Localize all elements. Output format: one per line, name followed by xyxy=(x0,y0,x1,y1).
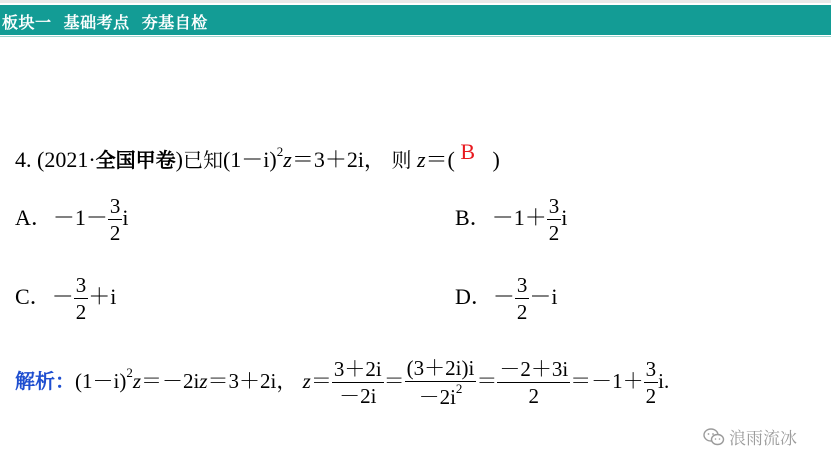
solution-label: 解析： xyxy=(15,368,75,393)
option-fraction xyxy=(547,196,562,244)
section-title: 板块一 基础考点 夯基自检 xyxy=(2,13,208,32)
option-post: i xyxy=(122,205,129,231)
fraction-denominator: 2 xyxy=(548,221,560,245)
option-pre: － xyxy=(51,284,74,310)
option-label: C． xyxy=(15,284,52,310)
option-c xyxy=(15,275,116,323)
option-label: A． xyxy=(15,205,53,231)
sol-part1: (1－i) xyxy=(75,368,127,393)
fraction-denominator: 2 xyxy=(75,300,87,324)
option-a xyxy=(15,196,129,244)
expr-rhs: ＝3＋2i， xyxy=(291,147,386,172)
watermark xyxy=(703,424,797,449)
section-header-bar xyxy=(0,5,831,35)
fraction-denominator: 2 xyxy=(528,384,539,408)
ask-variable: z xyxy=(416,147,426,172)
option-post: －i xyxy=(529,284,558,310)
question-number: 4. xyxy=(15,147,32,172)
answer-mark: B xyxy=(460,139,476,164)
sol-fraction-1 xyxy=(332,359,384,407)
fraction-numerator: 3 xyxy=(109,194,121,218)
expr-exponent: 2 xyxy=(276,143,284,159)
sol-eq2: ＝ xyxy=(383,368,405,393)
sol-exponent: 2 xyxy=(126,364,133,380)
option-label: B． xyxy=(455,205,492,231)
header-divider xyxy=(0,36,831,37)
fraction-denominator: 2 xyxy=(109,221,121,245)
fraction-denominator: 2 xyxy=(645,384,657,408)
option-fraction xyxy=(515,275,530,323)
ask-equals: ＝( xyxy=(425,147,455,172)
fraction-numerator: 3 xyxy=(645,357,657,381)
fraction-numerator: 3 xyxy=(75,273,87,297)
option-pre: －1＋ xyxy=(491,205,547,231)
sol-var3: z xyxy=(302,368,311,393)
expr-variable: z xyxy=(283,147,292,172)
option-post: i xyxy=(561,205,568,231)
then-word: 则 xyxy=(391,148,412,172)
option-pre: － xyxy=(492,284,515,310)
sol-eq3: ＝ xyxy=(476,368,498,393)
option-fraction xyxy=(108,196,123,244)
exam-source: 全国甲卷 xyxy=(95,148,176,172)
option-pre: －1－ xyxy=(52,205,108,231)
fraction-denominator: 2 xyxy=(516,300,528,324)
sol-fraction-3 xyxy=(497,359,570,407)
sol-part2: ＝－2i xyxy=(141,368,200,393)
sol-var2: z xyxy=(199,368,208,393)
source-open: (2021· xyxy=(37,147,96,172)
fraction-numerator: 3 xyxy=(516,273,528,297)
sol-fraction-2 xyxy=(405,358,477,408)
fraction-numerator: 3 xyxy=(548,194,560,218)
fraction-denominator-exponent: 2 xyxy=(455,381,463,396)
option-fraction xyxy=(74,275,89,323)
fraction-numerator: 3＋2i xyxy=(333,357,382,381)
stem-prefix: 已知 xyxy=(182,148,223,172)
sol-eq4: ＝－1＋ xyxy=(570,368,644,393)
sol-fraction-4 xyxy=(644,359,659,407)
sol-part3: ＝3＋2i， xyxy=(207,368,298,393)
option-post: ＋i xyxy=(88,284,117,310)
option-b xyxy=(455,196,567,244)
option-d xyxy=(455,275,558,323)
question-stem xyxy=(15,139,500,174)
answer-close: ) xyxy=(492,147,500,172)
sol-eq1: ＝ xyxy=(310,368,332,393)
fraction-denominator xyxy=(405,382,477,408)
expr-base: (1－i) xyxy=(222,147,277,172)
sol-tail: i. xyxy=(658,368,670,393)
top-border xyxy=(0,0,831,3)
sol-var1: z xyxy=(132,368,142,393)
option-label: D． xyxy=(455,284,493,310)
fraction-denominator: －2i xyxy=(339,384,377,408)
wechat-icon xyxy=(703,427,725,447)
watermark-text: 浪雨流冰 xyxy=(729,429,797,449)
fraction-numerator: (3＋2i)i xyxy=(406,356,475,380)
fraction-numerator: －2＋3i xyxy=(499,357,569,381)
solution-line xyxy=(15,358,669,408)
source-close: ) xyxy=(175,147,183,172)
fraction-denominator-base: －2i xyxy=(418,385,456,409)
